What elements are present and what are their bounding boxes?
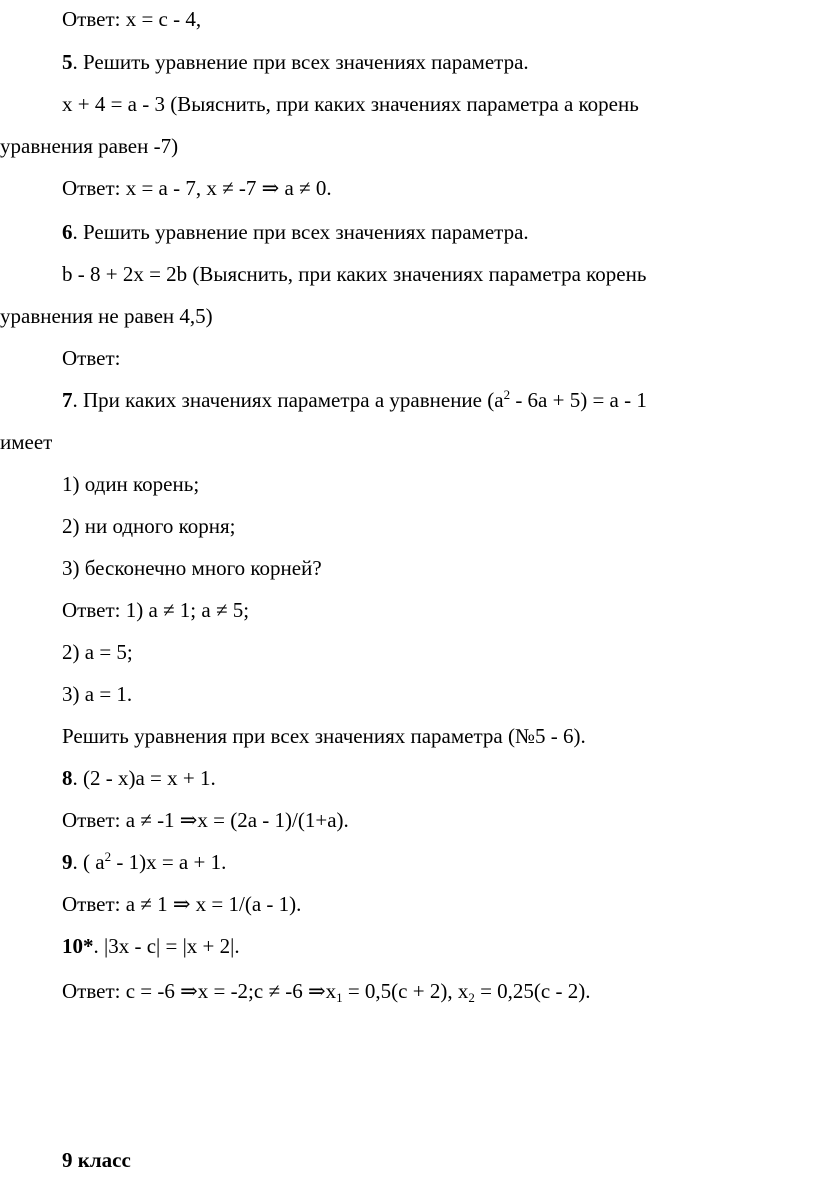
problem-text-a: . При каких значениях параметра а уравнение (а xyxy=(72,388,504,412)
problem-number: 7 xyxy=(62,388,73,412)
option-text: 1) один корень; xyxy=(62,472,200,496)
equation-text: х + 4 = а - 3 (Выяснить, при каких значениях параметра а корень xyxy=(62,92,639,116)
problem-text: . (2 - х)а = х + 1. xyxy=(72,766,216,790)
problem-10-answer xyxy=(62,979,591,1005)
problem-number: 10* xyxy=(62,934,94,958)
problem-number: 9 xyxy=(62,850,73,874)
answer-text: Ответ: 1) а ≠ 1; а ≠ 5; xyxy=(62,598,250,622)
equation-text-cont: уравнения равен -7) xyxy=(0,134,179,158)
answer-text-c: = 0,25(с - 2). xyxy=(474,979,591,1003)
problem-7-answer-1 xyxy=(62,600,249,621)
problem-7-continuation xyxy=(0,432,52,453)
problem-text-cont: имеет xyxy=(0,430,53,454)
grade-text: 9 класс xyxy=(62,1148,131,1172)
answer-text-a: Ответ: с = -6 ⇒х = -2;с ≠ -6 ⇒х xyxy=(62,979,337,1003)
problem-8-heading xyxy=(62,768,216,789)
problem-7-option-3 xyxy=(62,558,322,579)
answer-text: 2) а = 5; xyxy=(62,640,133,664)
answer-text: Ответ: xyxy=(62,346,121,370)
answer-line-4 xyxy=(62,9,201,30)
subscript: 1 xyxy=(336,990,343,1005)
option-text: 2) ни одного корня; xyxy=(62,514,236,538)
grade-heading xyxy=(62,1150,131,1171)
problem-text: . Решить уравнение при всех значениях параметра. xyxy=(72,50,529,74)
problem-6-equation-continuation xyxy=(0,306,213,327)
problem-7-option-1 xyxy=(62,474,199,495)
problem-number: 6 xyxy=(62,220,73,244)
answer-text-b: = 0,5(с + 2), х xyxy=(342,979,469,1003)
problem-10-heading xyxy=(62,936,240,957)
problem-text-a: . ( а xyxy=(72,850,105,874)
problem-8-answer xyxy=(62,810,349,831)
problem-7-heading xyxy=(62,387,647,412)
problem-6-heading xyxy=(62,222,529,243)
answer-text: 3) а = 1. xyxy=(62,682,133,706)
instruction-text: Решить уравнения при всех значениях параметра (№5 - 6). xyxy=(62,724,586,748)
option-text: 3) бесконечно много корней? xyxy=(62,556,322,580)
problem-text: . Решить уравнение при всех значениях параметра. xyxy=(72,220,529,244)
problem-6-equation xyxy=(62,264,646,285)
answer-text: Ответ: а ≠ 1 ⇒ х = 1/(а - 1). xyxy=(62,892,302,916)
problem-text-b: - 1)х = а + 1. xyxy=(111,850,227,874)
equation-text: b - 8 + 2х = 2b (Выяснить, при каких значениях параметра корень xyxy=(62,262,647,286)
answer-text: Ответ: х = а - 7, х ≠ -7 ⇒ а ≠ 0. xyxy=(62,176,332,200)
subscript: 2 xyxy=(468,990,475,1005)
problem-9-heading xyxy=(62,849,227,874)
problem-7-answer-2 xyxy=(62,642,133,663)
problem-5-equation xyxy=(62,94,639,115)
problem-number: 8 xyxy=(62,766,73,790)
problem-7-answer-3 xyxy=(62,684,132,705)
problem-text-b: - 6а + 5) = а - 1 xyxy=(510,388,647,412)
answer-text: Ответ: а ≠ -1 ⇒х = (2а - 1)/(1+а). xyxy=(62,808,349,832)
superscript: 2 xyxy=(503,387,511,402)
answer-text: Ответ: х = с - 4, xyxy=(62,7,202,31)
superscript: 2 xyxy=(104,849,112,864)
problem-5-answer xyxy=(62,178,332,199)
instruction-line xyxy=(62,726,586,747)
problem-7-option-2 xyxy=(62,516,236,537)
problem-9-answer xyxy=(62,894,301,915)
problem-number: 5 xyxy=(62,50,73,74)
problem-6-answer xyxy=(62,348,120,369)
problem-5-heading xyxy=(62,52,529,73)
problem-5-equation-continuation xyxy=(0,136,178,157)
equation-text-cont: уравнения не равен 4,5) xyxy=(0,304,213,328)
problem-text: . |3х - с| = |х + 2|. xyxy=(93,934,240,958)
